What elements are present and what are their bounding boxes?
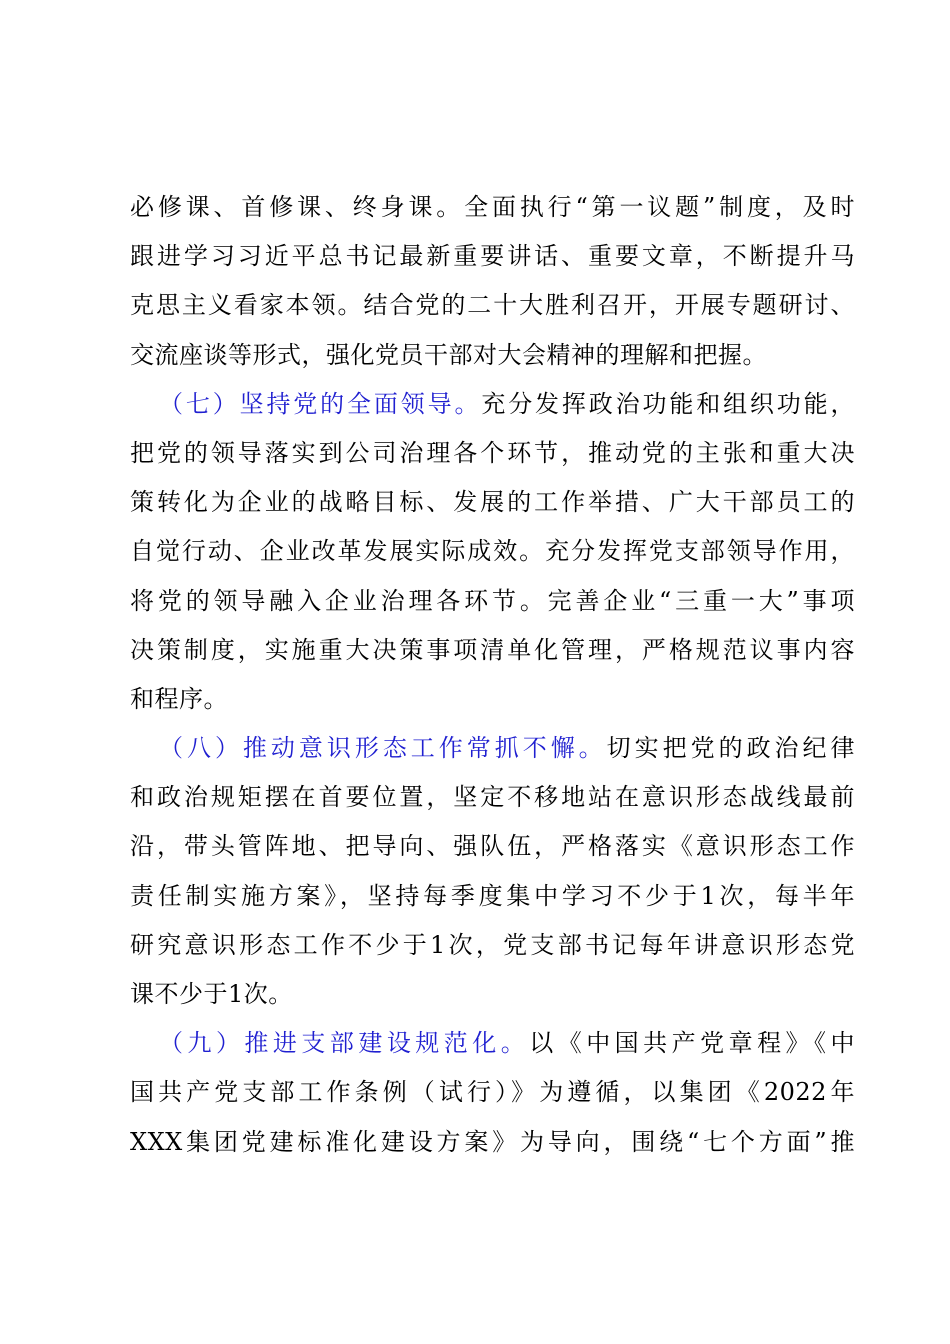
paragraph-line: 必修课、首修课、终身课。全面执行“第一议题”制度，及时 — [130, 193, 855, 221]
section-line-9 — [130, 1019, 855, 1068]
paragraph-line: 将党的领导融入企业治理各环节。完善企业“三重一大”事项 — [130, 586, 855, 615]
paragraph-line: 责任制实施方案》，坚持每季度集中学习不少于1次，每半年 — [130, 881, 855, 910]
section-line-8 — [130, 724, 855, 773]
section-heading-9: （九）推进支部建设规范化。 — [159, 1029, 530, 1058]
paragraph-line: XXX集团党建标准化建设方案》为导向，围绕“七个方面”推 — [130, 1127, 855, 1156]
paragraph-line: 跟进学习习近平总书记最新重要讲话、重要文章，不断提升马 — [130, 242, 855, 271]
paragraph-line: 决策制度，实施重大决策事项清单化管理，严格规范议事内容 — [130, 635, 855, 664]
section-text: 充分发挥政治功能和组织功能， — [481, 389, 856, 418]
paragraph-line: 克思主义看家本领。结合党的二十大胜利召开，开展专题研讨、 — [130, 291, 855, 320]
paragraph-line: 和政治规矩摆在首要位置，坚定不移地站在意识形态战线最前 — [130, 783, 855, 812]
paragraph-line: 研究意识形态工作不少于1次，党支部书记每年讲意识形态党 — [130, 930, 855, 959]
section-text: 切实把党的政治纪律 — [606, 734, 856, 763]
section-line-7 — [130, 380, 855, 429]
paragraph-line: 自觉行动、企业改革发展实际成效。充分发挥党支部领导作用， — [130, 537, 855, 566]
section-heading-8: （八）推动意识形态工作常抓不懈。 — [159, 734, 607, 763]
section-heading-7: （七）坚持党的全面领导。 — [159, 389, 482, 418]
paragraph-line: 把党的领导落实到公司治理各个环节，推动党的主张和重大决 — [130, 438, 855, 467]
paragraph-line: 课不少于1次。 — [130, 980, 293, 1008]
body-text — [130, 183, 855, 1167]
paragraph-line: 和程序。 — [130, 684, 228, 713]
paragraph-line: 交流座谈等形式，强化党员干部对大会精神的理解和把握。 — [130, 340, 767, 369]
section-text: 以《中国共产党章程》《中 — [529, 1029, 856, 1058]
paragraph-line: 策转化为企业的战略目标、发展的工作举措、广大干部员工的 — [130, 488, 855, 517]
paragraph-line: 沿，带头管阵地、把导向、强队伍，严格落实《意识形态工作 — [130, 832, 855, 861]
paragraph-line: 国共产党支部工作条例（试行）》为遵循，以集团《2022年 — [130, 1078, 855, 1107]
